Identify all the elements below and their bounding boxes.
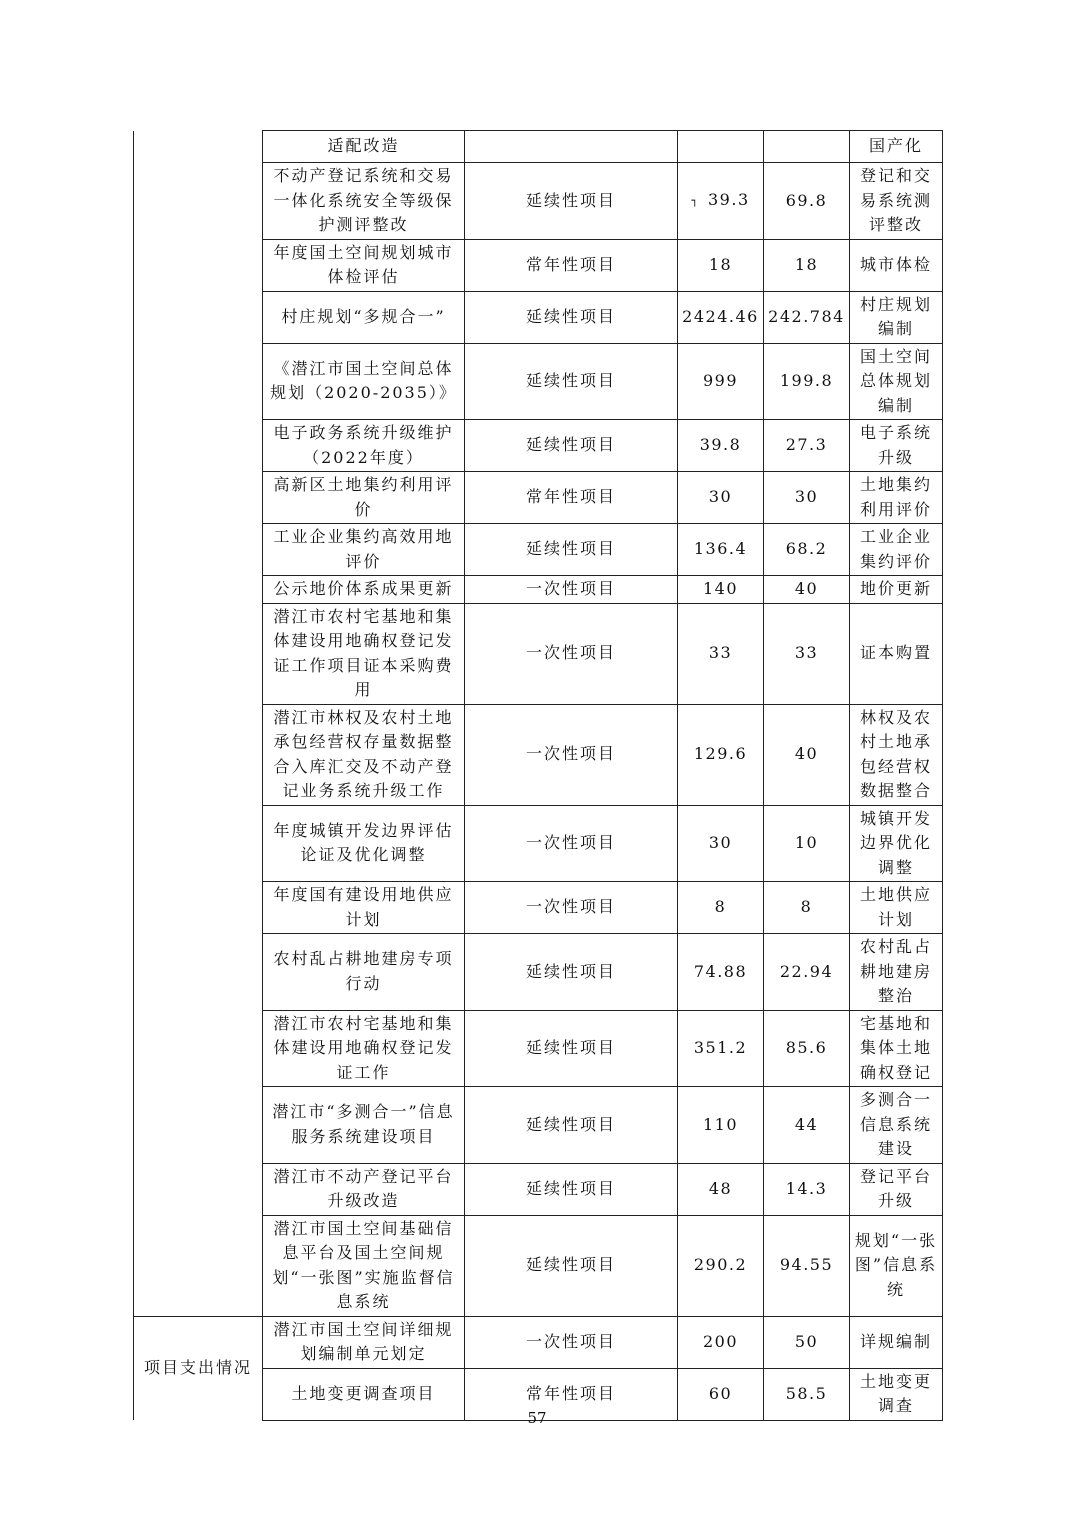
project-type-cell: 一次性项目 [465,1316,678,1368]
budget-cell: 200 [678,1316,764,1368]
allocated-cell: 10 [764,805,850,882]
project-name-cell: 年度国土空间规划城市体检评估 [263,239,465,291]
project-name-cell: 潜江市不动产登记平台升级改造 [263,1163,465,1215]
project-name-cell: 土地变更调查项目 [263,1368,465,1420]
project-name-cell: 不动产登记系统和交易一体化系统安全等级保护测评整改 [263,163,465,240]
content-cell: 规划“一张图”信息系统 [850,1215,943,1316]
budget-cell: 136.4 [678,524,764,576]
budget-cell [678,163,764,240]
project-type-cell: 延续性项目 [465,1087,678,1164]
content-cell: 证本购置 [850,603,943,704]
content-cell: 国土空间总体规划编制 [850,343,943,420]
project-type-cell: 一次性项目 [465,805,678,882]
project-type-cell: 延续性项目 [465,1215,678,1316]
project-type-cell: 延续性项目 [465,343,678,420]
table-row [134,1316,943,1368]
budget-cell: 140 [678,576,764,604]
project-name-cell: 潜江市农村宅基地和集体建设用地确权登记发证工作项目证本采购费用 [263,603,465,704]
budget-cell: 290.2 [678,1215,764,1316]
allocated-cell: 85.6 [764,1010,850,1087]
content-cell: 宅基地和集体土地确权登记 [850,1010,943,1087]
content-cell: 详规编制 [850,1316,943,1368]
budget-cell: 30 [678,472,764,524]
project-type-cell: 延续性项目 [465,524,678,576]
project-type-cell: 延续性项目 [465,1163,678,1215]
category-label-cell: 项目支出情况 [134,1316,263,1420]
budget-cell: 2424.46 [678,291,764,343]
budget-cell [678,131,764,163]
project-name-cell: 村庄规划“多规合一” [263,291,465,343]
allocated-cell: 30 [764,472,850,524]
project-name-cell: 工业企业集约高效用地评价 [263,524,465,576]
project-type-cell: 一次性项目 [465,704,678,805]
content-cell: 土地集约利用评价 [850,472,943,524]
project-name-cell: 电子政务系统升级维护（2022年度） [263,420,465,472]
allocated-cell: 8 [764,882,850,934]
content-cell: 村庄规划编制 [850,291,943,343]
project-type-cell: 一次性项目 [465,603,678,704]
allocated-cell: 44 [764,1087,850,1164]
project-name-cell: 《潜江市国土空间总体规划（2020-2035）》 [263,343,465,420]
allocated-cell: 40 [764,704,850,805]
project-name-cell: 潜江市林权及农村土地承包经营权存量数据整合入库汇交及不动产登记业务系统升级工作 [263,704,465,805]
page-number: 57 [527,1409,547,1427]
budget-cell: 351.2 [678,1010,764,1087]
project-type-cell [465,131,678,163]
project-name-cell: 年度城镇开发边界评估论证及优化调整 [263,805,465,882]
allocated-cell: 22.94 [764,934,850,1011]
content-cell: 电子系统升级 [850,420,943,472]
project-type-cell: 一次性项目 [465,576,678,604]
allocated-cell: 69.8 [764,163,850,240]
project-type-cell: 延续性项目 [465,291,678,343]
content-cell: 工业企业集约评价 [850,524,943,576]
allocated-cell: 14.3 [764,1163,850,1215]
project-type-cell: 常年性项目 [465,239,678,291]
project-name-cell: 潜江市国土空间详细规划编制单元划定 [263,1316,465,1368]
budget-cell: 60 [678,1368,764,1420]
project-expenditure-table [133,130,943,1421]
project-name-cell: 农村乱占耕地建房专项行动 [263,934,465,1011]
project-name-cell: 潜江市“多测合一”信息服务系统建设项目 [263,1087,465,1164]
category-cell-empty [134,131,263,1317]
allocated-cell: 242.784 [764,291,850,343]
project-name-cell: 潜江市国土空间基础信息平台及国土空间规划“一张图”实施监督信息系统 [263,1215,465,1316]
project-type-cell: 常年性项目 [465,472,678,524]
project-name-cell: 公示地价体系成果更新 [263,576,465,604]
budget-cell: 18 [678,239,764,291]
project-type-cell: 延续性项目 [465,420,678,472]
content-cell: 登记和交易系统测评整改 [850,163,943,240]
project-type-cell: 延续性项目 [465,163,678,240]
allocated-cell: 94.55 [764,1215,850,1316]
budget-cell: 48 [678,1163,764,1215]
project-type-cell: 一次性项目 [465,882,678,934]
project-type-cell: 延续性项目 [465,1010,678,1087]
content-cell: 地价更新 [850,576,943,604]
allocated-cell: 50 [764,1316,850,1368]
budget-cell: 129.6 [678,704,764,805]
allocated-cell: 33 [764,603,850,704]
budget-cell: 110 [678,1087,764,1164]
correction-mark: ┐ [691,193,698,207]
project-type-cell: 常年性项目 [465,1368,678,1420]
content-cell: 城市体检 [850,239,943,291]
budget-cell: 999 [678,343,764,420]
allocated-cell [764,131,850,163]
project-type-cell: 延续性项目 [465,934,678,1011]
allocated-cell: 40 [764,576,850,604]
project-name-cell: 高新区土地集约利用评价 [263,472,465,524]
allocated-cell: 18 [764,239,850,291]
content-cell: 登记平台升级 [850,1163,943,1215]
project-name-cell: 年度国有建设用地供应计划 [263,882,465,934]
content-cell: 国产化 [850,131,943,163]
project-name-cell: 适配改造 [263,131,465,163]
allocated-cell: 58.5 [764,1368,850,1420]
project-name-cell: 潜江市农村宅基地和集体建设用地确权登记发证工作 [263,1010,465,1087]
content-cell: 多测合一信息系统建设 [850,1087,943,1164]
allocated-cell: 68.2 [764,524,850,576]
budget-cell: 39.8 [678,420,764,472]
budget-cell: 30 [678,805,764,882]
content-cell: 城镇开发边界优化调整 [850,805,943,882]
content-cell: 土地供应计划 [850,882,943,934]
budget-cell: 74.88 [678,934,764,1011]
allocated-cell: 27.3 [764,420,850,472]
content-cell: 林权及农村土地承包经营权数据整合 [850,704,943,805]
budget-value: 39.3 [708,190,750,210]
content-cell: 农村乱占耕地建房整治 [850,934,943,1011]
table-row [134,131,943,163]
budget-cell: 8 [678,882,764,934]
budget-cell: 33 [678,603,764,704]
allocated-cell: 199.8 [764,343,850,420]
content-cell: 土地变更调查 [850,1368,943,1420]
